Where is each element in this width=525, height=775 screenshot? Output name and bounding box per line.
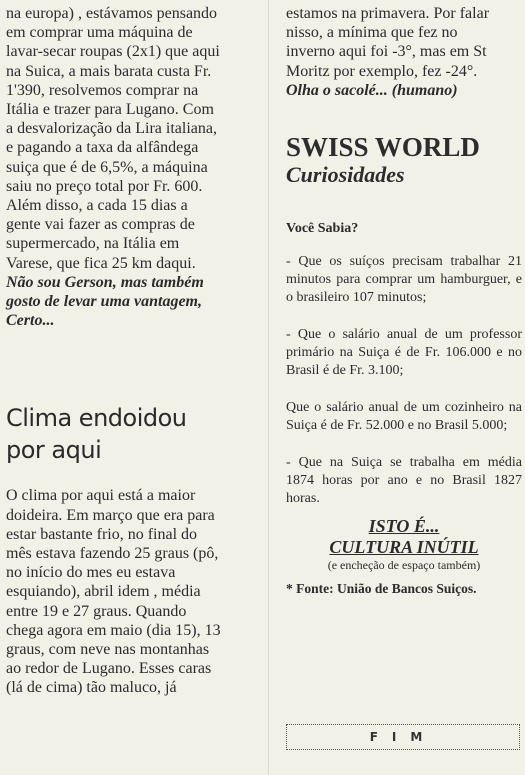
- fact-item: - Que o salário anual de um professor primário na Suiça é de Fr. 106.000 e no Brasil é de Fr. 3.100;: [286, 327, 522, 379]
- text-line: ao redor de Lugano. Esses caras: [6, 660, 212, 678]
- text-line: entre 19 e 27 graus. Quando: [6, 602, 187, 620]
- text-line: gente vai fazer as compras de: [6, 216, 195, 234]
- section-subtitle: Curiosidades: [286, 162, 405, 188]
- text-line: no início do mes eu estava: [6, 564, 176, 582]
- fact-item: Que o salário anual de um cozinheiro na Suiça é de Fr. 52.000 e no Brasil 5.000;: [286, 400, 522, 434]
- text-line: Moritz por exemplo, fez -24°.: [286, 62, 478, 80]
- section-title: Clima endoidou: [6, 404, 187, 433]
- section-title: SWISS WORLD: [286, 132, 480, 163]
- text-line: esquiando), abril idem , média: [6, 583, 201, 601]
- source-note: * Fonte: União de Bancos Suiços.: [286, 581, 477, 597]
- left-column: [0, 0, 254, 698]
- text-line: e pagando a taxa da alfândega: [6, 139, 199, 157]
- clima-heading: [6, 402, 254, 466]
- intro-paragraph: [6, 4, 254, 330]
- fact-item: - Que na Suiça se trabalha em média 1874 horas por ano e no Brasil 1827 horas.: [286, 455, 522, 507]
- fim-box: [286, 724, 520, 750]
- text-line: mês estava fazendo 25 graus (pô,: [6, 545, 219, 563]
- enchecao-note: (e encheção de espaço também): [327, 558, 481, 573]
- text-line: na europa) , estávamos pensando: [6, 5, 218, 22]
- text-line: Varese, que fica 25 km daqui.: [6, 254, 196, 272]
- text-line: lavar-secar roupas (2x1) que aqui: [6, 43, 220, 61]
- swiss-world-heading: [286, 133, 522, 187]
- text-line: a desvalorização da Lira italiana,: [6, 120, 217, 138]
- fim-label: FIM: [369, 730, 437, 744]
- section-title: por aqui: [6, 436, 102, 465]
- text-line: estamos na primavera. Por falar: [286, 5, 490, 22]
- cultura-inutil-block: [286, 516, 522, 573]
- text-line: supermercado, na Itália em: [6, 235, 180, 253]
- text-line: em comprar uma máquina de: [6, 24, 193, 42]
- text-line: Além disso, a cada 15 dias a: [6, 197, 188, 215]
- emphasis-line: Não sou Gerson, mas também: [6, 273, 204, 291]
- text-line: Itália e trazer para Lugano. Com: [6, 101, 214, 119]
- emphasis-line: gosto de levar uma vantagem,: [6, 293, 202, 311]
- text-line: saiu no preço total por Fr. 600.: [6, 177, 203, 195]
- text-line: estar bastante frio, no final do: [6, 525, 198, 543]
- fact-item: - Que os suíços precisam trabalhar 21 minutos para comprar um hamburguer, e o brasileiro 107 minutos;: [286, 254, 522, 306]
- text-line: suiça que é de 6,5%, a máquina: [6, 158, 208, 176]
- text-line: (lá de cima) tão maluco, já: [6, 679, 177, 697]
- continued-paragraph: [286, 4, 522, 100]
- text-line: chega agora em maio (dia 15), 13: [6, 621, 221, 639]
- right-column: [286, 0, 522, 597]
- text-line: doideira. Em março que era para: [6, 506, 215, 524]
- text-line: graus, com neve nas montanhas: [6, 641, 210, 659]
- clima-paragraph: [6, 486, 254, 697]
- voce-sabia-label: Você Sabia?: [286, 221, 359, 237]
- emphasis-line: Certo...: [6, 312, 55, 330]
- text-line: na Suica, a mais barata custa Fr.: [6, 62, 212, 80]
- text-line: inverno aqui foi -3°, mas em St: [286, 43, 487, 61]
- emphasis-line: Olha o sacolé... (humano): [286, 81, 458, 99]
- isto-e-label: ISTO É...: [368, 516, 440, 537]
- column-divider: [268, 0, 269, 775]
- cultura-inutil-label: CULTURA INÚTIL: [329, 537, 479, 558]
- text-line: nisso, a mínima que fez no: [286, 24, 458, 42]
- text-line: O clima por aqui está a maior: [6, 487, 196, 505]
- text-line: 1'390, resolvemos comprar na: [6, 81, 199, 99]
